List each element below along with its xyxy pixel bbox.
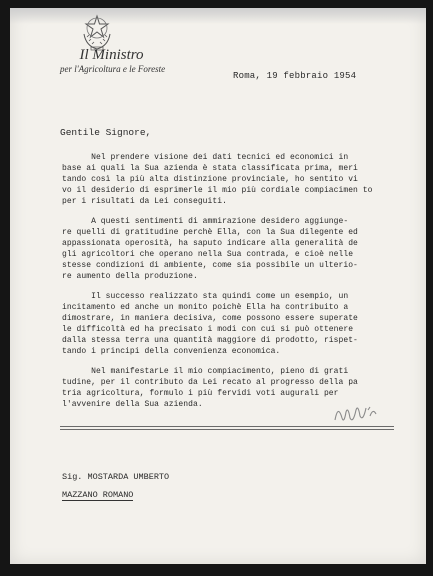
text-line: re aumento della produzione. — [62, 272, 198, 281]
text-line: base ai quali la Sua azienda è stata classificata prima, meri — [62, 164, 358, 173]
text-line: appassionata operosità, ha saputo indicare alla generalità de — [62, 239, 358, 248]
paragraph-2 — [62, 216, 378, 282]
letter-date: Roma, 19 febbraio 1954 — [233, 71, 357, 81]
italian-republic-emblem-icon — [80, 12, 114, 52]
text-line: stesse condizioni di ambiente, come sia possibile un ulterio- — [62, 261, 358, 270]
text-line: l'avvenire della Sua azienda. — [62, 400, 203, 409]
letterhead-title: Il Ministro — [79, 47, 144, 63]
paragraph-1 — [62, 152, 378, 207]
text-line: dalla stessa terra una quantità maggiore di prodotto, rispet- — [62, 336, 358, 345]
handwritten-signature — [332, 398, 378, 428]
paragraph-4 — [62, 366, 378, 410]
divider-line — [60, 429, 394, 430]
recipient-place: MAZZANO ROMANO — [62, 490, 134, 500]
text-line: per i risultati da Lei conseguiti. — [62, 197, 227, 206]
paragraph-3 — [62, 291, 378, 357]
text-line: tudine, per il contributo da Lei recato al progresso della pa — [62, 378, 358, 387]
text-line: Nel prendere visione dei dati tecnici ed economici in — [62, 153, 349, 162]
text-line: tando i principi della convenienza economica. — [62, 347, 281, 356]
text-line: A questi sentimenti di ammirazione desidero aggiunge- — [62, 217, 349, 226]
recipient-name: Sig. MOSTARDA UMBERTO — [62, 472, 170, 482]
text-line: tria agricoltura, formulo i più fervidi voti augurali per — [62, 389, 339, 398]
text-line: gli agricoltori che operano nella Sua contrada, e cioè nelle — [62, 250, 354, 259]
letter-body — [62, 152, 378, 419]
letterhead — [60, 48, 165, 74]
text-line: incitamento ed anche un monito poichè Ella ha contribuito a — [62, 303, 349, 312]
text-line: dimostrare, in maniera decisiva, come possono essere superate — [62, 314, 358, 323]
text-line: le difficoltà ed ha precisato i modi con cui si può ottenere — [62, 325, 354, 334]
text-line: Nel manifestarLe il mio compiacimento, pieno di grati — [62, 367, 349, 376]
letterhead-subtitle: per l'Agricoltura e le Foreste — [60, 64, 166, 74]
text-line: Il successo realizzato sta quindi come un esempio, un — [62, 292, 349, 301]
divider-line — [60, 426, 394, 427]
text-line: re quelli di gratitudine perchè Ella, con la Sua dilegente ed — [62, 228, 358, 237]
page-edge-shadow — [10, 8, 426, 24]
text-line: tando così la più alta distinzione provinciale, ho sentito vi — [62, 175, 358, 184]
salutation: Gentile Signore, — [60, 127, 152, 138]
text-line: vo il desiderio di esprimerle il mio più cordiale compiacimen to — [62, 186, 373, 195]
